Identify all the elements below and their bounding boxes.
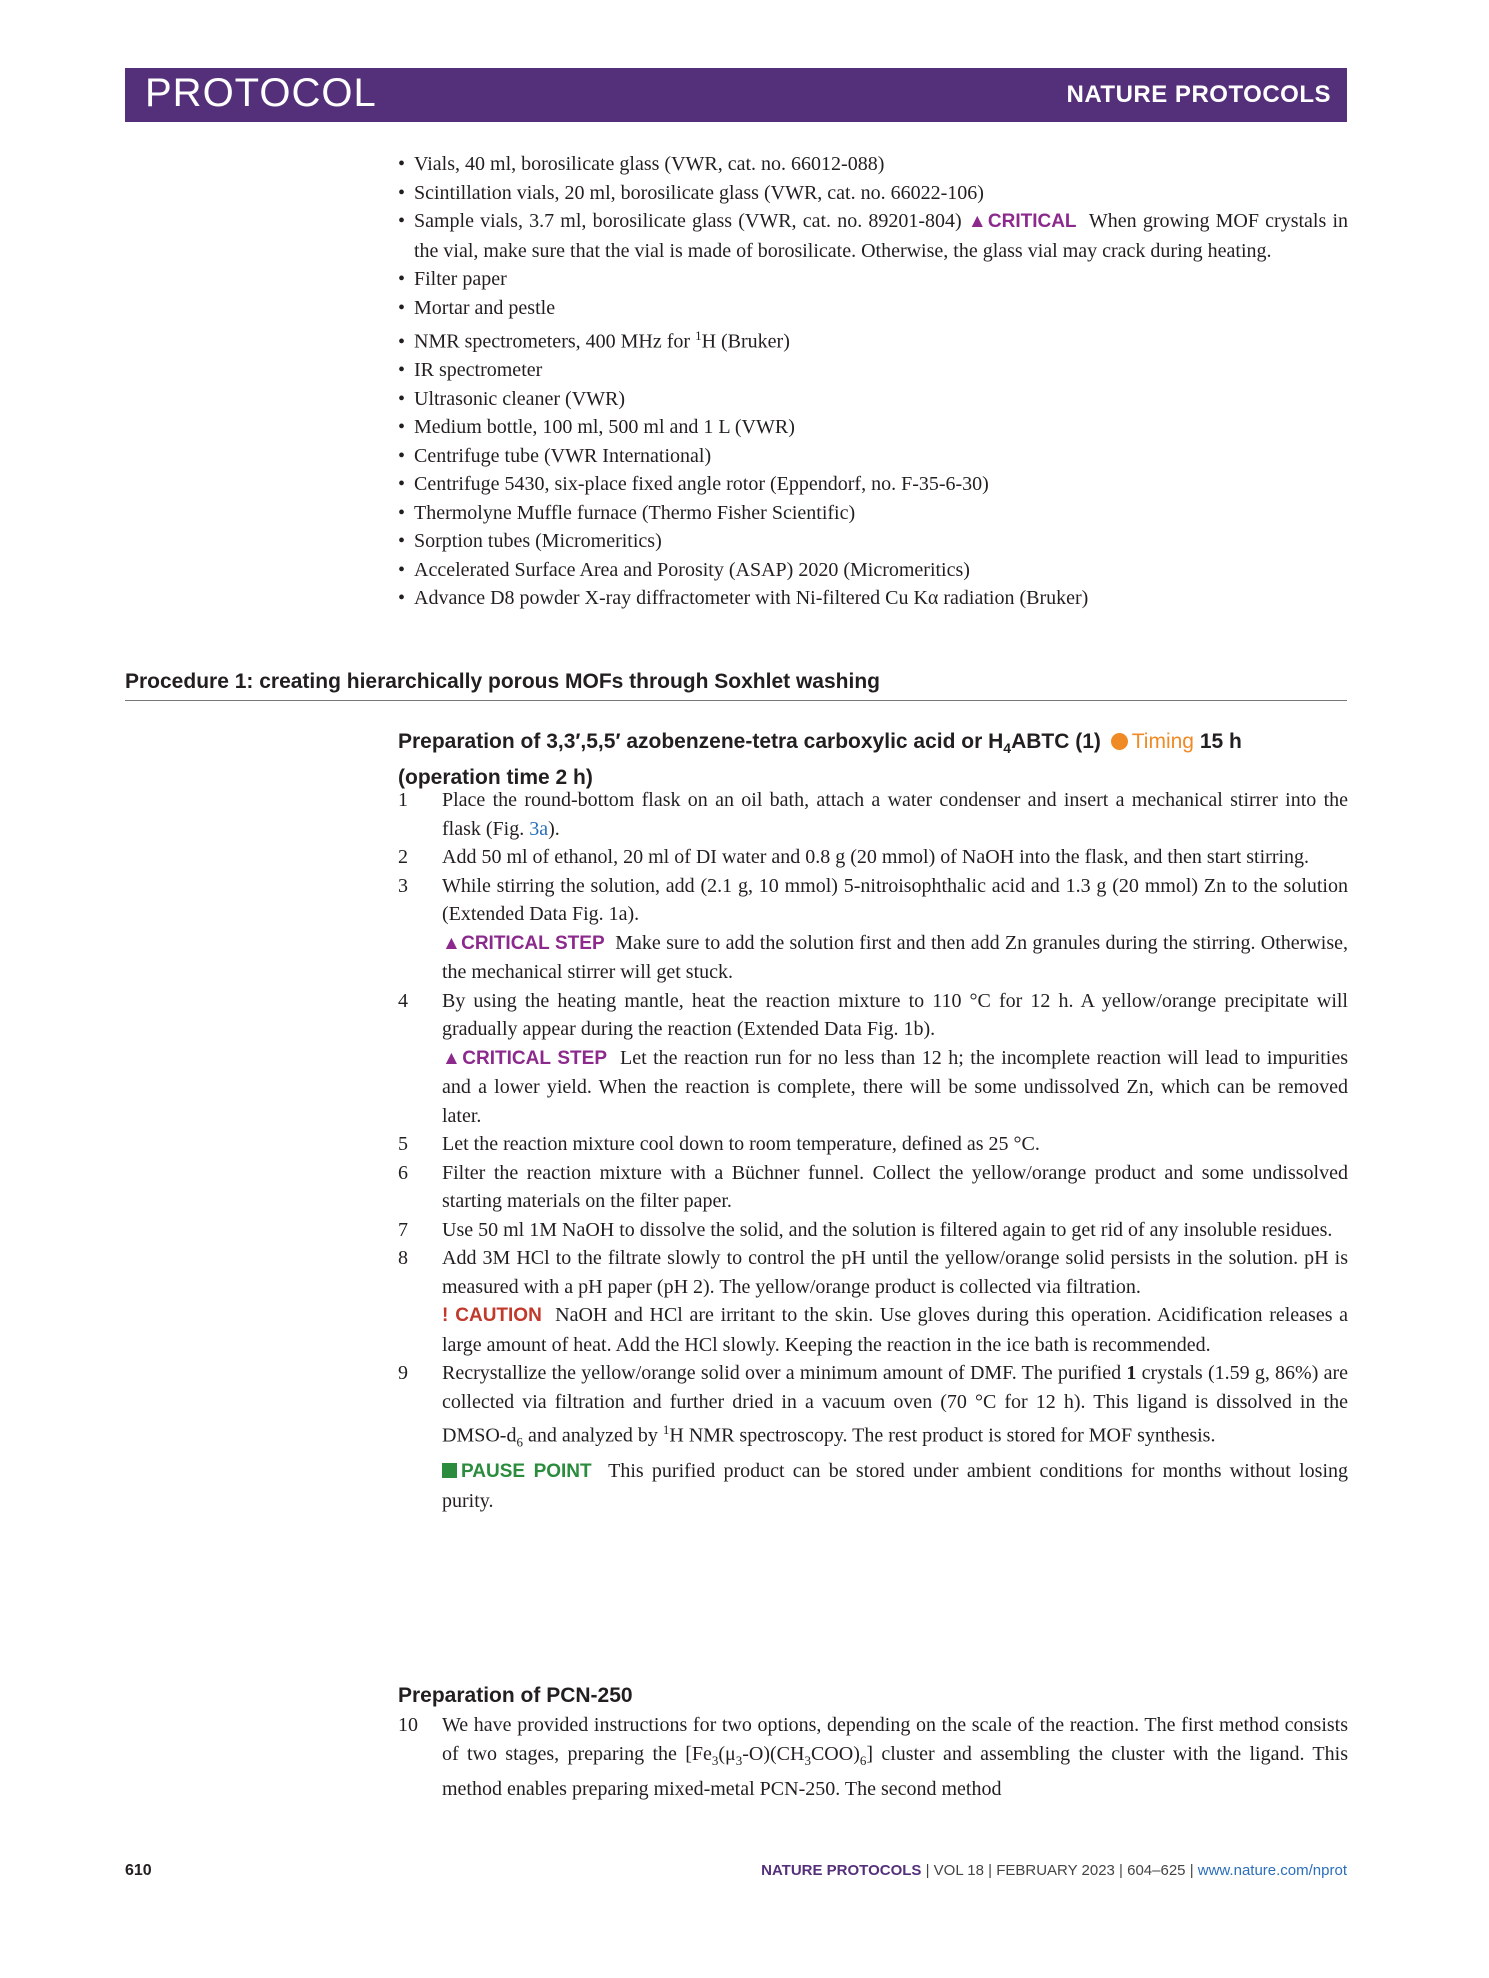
step-text: Let the reaction mixture cool down to room temperature, defined as 25 °C. bbox=[442, 1133, 1040, 1155]
header-journal-name: NATURE PROTOCOLS bbox=[1066, 81, 1331, 108]
section-title-subscript: 4 bbox=[1003, 740, 1012, 757]
critical-label: ▲CRITICAL STEP bbox=[442, 932, 605, 954]
footer-date: FEBRUARY 2023 bbox=[996, 1862, 1115, 1879]
step-item bbox=[398, 872, 1348, 987]
nmr-text: NMR spectrometers, 400 MHz for bbox=[414, 330, 696, 353]
step-number: 9 bbox=[398, 1362, 408, 1384]
procedure-steps bbox=[398, 786, 1348, 1515]
critical-label: ▲CRITICAL bbox=[967, 211, 1077, 232]
section-title-text: Preparation of 3,3′,5,5′ azobenzene-tetra carboxylic acid or H bbox=[398, 730, 1004, 753]
list-item: • Ultrasonic cleaner (VWR) bbox=[398, 385, 1348, 414]
step-number: 6 bbox=[398, 1161, 408, 1184]
list-item: • Medium bottle, 100 ml, 500 ml and 1 L (VWR) bbox=[398, 413, 1348, 442]
list-item: • Accelerated Surface Area and Porosity (ASAP) 2020 (Micromeritics) bbox=[398, 556, 1348, 585]
section-heading: Preparation of PCN-250 bbox=[398, 1684, 633, 1707]
critical-note bbox=[442, 1044, 1348, 1131]
caution-text: NaOH and HCl are irritant to the skin. Use gloves during this operation. Acidification releases a large amount of heat. Add the HCl slowly. Keeping the reaction in the ice bath is recommended. bbox=[442, 1304, 1349, 1356]
subscript: 6 bbox=[516, 1434, 523, 1450]
page-number: 610 bbox=[125, 1862, 152, 1879]
step-item bbox=[398, 1711, 1348, 1804]
list-item: • Centrifuge tube (VWR International) bbox=[398, 442, 1348, 471]
figure-link[interactable]: 3a bbox=[529, 817, 549, 840]
critical-text: When growing MOF crystals in the vial, make sure that the vial is made of borosilicate. Otherwise, the glass vial may crack during heating. bbox=[414, 210, 1349, 262]
nmr-text-end: H (Bruker) bbox=[701, 330, 790, 353]
step-text-cont: and analyzed by bbox=[522, 1424, 663, 1447]
step-number: 2 bbox=[398, 846, 408, 868]
step-text: Add 3M HCl to the filtrate slowly to control the pH until the yellow/orange solid persists in the solution. pH is measured with a pH paper (pH 2). The yellow/orange product is collected via filtration. bbox=[442, 1247, 1348, 1298]
footer-pages: 604–625 bbox=[1127, 1862, 1186, 1879]
pause-note bbox=[442, 1457, 1348, 1515]
step-text: Filter the reaction mixture with a Büchner funnel. Collect the yellow/orange product and some undissolved starting materials on the filter paper. bbox=[442, 1161, 1348, 1212]
step-text-end: ] cluster and assembling the cluster with the ligand. This method enables preparing mixed-metal PCN-250. The second method bbox=[442, 1742, 1348, 1800]
timing-label: Timing bbox=[1131, 730, 1194, 753]
step-number: 1 bbox=[398, 789, 408, 811]
procedure-title: Procedure 1: creating hierarchically porous MOFs through Soxhlet washing bbox=[125, 670, 1347, 701]
caution-label: ! CAUTION bbox=[442, 1305, 542, 1326]
critical-label: ▲CRITICAL STEP bbox=[442, 1047, 607, 1069]
step-number: 3 bbox=[398, 874, 408, 897]
subscript: 3 bbox=[711, 1752, 719, 1768]
list-item bbox=[398, 322, 1348, 356]
step-text: By using the heating mantle, heat the reaction mixture to 110 °C for 12 h. A yellow/orange precipitate will gradually appear during the reaction (Extended Data Fig. 1b). bbox=[442, 989, 1348, 1040]
step-item bbox=[398, 1216, 1348, 1245]
equipment-list bbox=[398, 150, 1348, 613]
step-number: 10 bbox=[398, 1714, 418, 1736]
list-item: • Thermolyne Muffle furnace (Thermo Fisher Scientific) bbox=[398, 499, 1348, 528]
step-text-cont: (μ bbox=[718, 1742, 736, 1765]
list-item-text: Sample vials, 3.7 ml, borosilicate glass (VWR, cat. no. 89201-804) bbox=[414, 210, 962, 232]
footer-citation: NATURE PROTOCOLS | VOL 18 | FEBRUARY 2023 | 604–625 | www.nature.com/nprot bbox=[761, 1862, 1347, 1879]
step-text-end: ). bbox=[548, 817, 560, 840]
nmr-superscript: 1 bbox=[695, 328, 702, 343]
list-item: • IR spectrometer bbox=[398, 356, 1348, 385]
list-item: • Scintillation vials, 20 ml, borosilicate glass (VWR, cat. no. 66022-106) bbox=[398, 179, 1348, 208]
subscript: 6 bbox=[859, 1752, 867, 1768]
footer-url[interactable]: www.nature.com/nprot bbox=[1197, 1862, 1347, 1879]
step-item bbox=[398, 1244, 1348, 1359]
footer-volume: VOL 18 bbox=[933, 1862, 984, 1879]
step-item bbox=[398, 1359, 1348, 1515]
critical-note bbox=[442, 929, 1348, 987]
step-item bbox=[398, 1130, 1348, 1159]
step-item bbox=[398, 1159, 1348, 1216]
timing-value: 15 h (operation time 2 h) bbox=[398, 730, 1242, 790]
compound-number: 1 bbox=[1126, 1362, 1137, 1384]
list-item: • Filter paper bbox=[398, 265, 1348, 294]
pause-icon bbox=[442, 1463, 457, 1478]
step-text-cont: COO) bbox=[810, 1742, 860, 1765]
step-number: 7 bbox=[398, 1218, 408, 1241]
step-text-cont: crystals (1.59 g, 86%) are collected via filtration and further dried in a vacuum oven (70 °C for 12 h). This ligand is dissolved in the DMSO-d bbox=[442, 1362, 1348, 1447]
step-text-end: H NMR spectroscopy. The rest product is stored for MOF synthesis. bbox=[669, 1424, 1216, 1447]
caution-note bbox=[442, 1301, 1348, 1359]
critical-text: Make sure to add the solution first and then add Zn granules during the stirring. Otherwise, the mechanical stirrer will get stuck. bbox=[442, 931, 1348, 983]
step-text: Place the round-bottom flask on an oil bath, attach a water condenser and insert a mechanical stirrer into the flask (Fig. bbox=[442, 789, 1348, 840]
footer-journal: NATURE PROTOCOLS bbox=[761, 1862, 922, 1879]
list-item: • Centrifuge 5430, six-place fixed angle rotor (Eppendorf, no. F-35-6-30) bbox=[398, 470, 1348, 499]
pause-text: This purified product can be stored under ambient conditions for months without losing purity. bbox=[442, 1460, 1348, 1512]
timing-icon bbox=[1111, 733, 1128, 750]
section-heading bbox=[398, 727, 1348, 792]
step-number: 4 bbox=[398, 989, 408, 1012]
step-text: Use 50 ml 1M NaOH to dissolve the solid, and the solution is filtered again to get rid of any insoluble residues. bbox=[442, 1218, 1333, 1241]
subscript: 3 bbox=[735, 1752, 743, 1768]
header-bar bbox=[125, 68, 1347, 122]
list-item: • Vials, 40 ml, borosilicate glass (VWR, cat. no. 66012-088) bbox=[398, 150, 1348, 179]
step-text-cont: -O)(CH bbox=[742, 1742, 805, 1765]
list-item: • Sorption tubes (Micromeritics) bbox=[398, 527, 1348, 556]
subscript: 3 bbox=[804, 1752, 811, 1768]
pause-label: PAUSE POINT bbox=[461, 1461, 592, 1483]
critical-text: Let the reaction run for no less than 12 h; the incomplete reaction will lead to impurities and a lower yield. When the reaction is complete, there will be some undissolved Zn, which can be removed later. bbox=[442, 1046, 1348, 1127]
header-section-label: PROTOCOL bbox=[145, 71, 377, 115]
step-text: Recrystallize the yellow/orange solid over a minimum amount of DMF. The purified bbox=[442, 1362, 1127, 1384]
step-text: We have provided instructions for two options, depending on the scale of the reaction. The first method consists of two stages, preparing the [Fe bbox=[442, 1714, 1348, 1765]
list-item: • Advance D8 powder X-ray diffractometer with Ni-filtered Cu Kα radiation (Bruker) bbox=[398, 584, 1348, 613]
step-item bbox=[398, 843, 1348, 872]
step-item bbox=[398, 987, 1348, 1131]
step-text: Add 50 ml of ethanol, 20 ml of DI water and 0.8 g (20 mmol) of NaOH into the flask, and then start stirring. bbox=[442, 846, 1310, 868]
section-title-text-end: ABTC (1) bbox=[1011, 730, 1101, 753]
list-item: • Mortar and pestle bbox=[398, 294, 1348, 323]
step-item bbox=[398, 786, 1348, 843]
superscript: 1 bbox=[662, 1422, 670, 1437]
step-number: 5 bbox=[398, 1133, 408, 1155]
step-text: While stirring the solution, add (2.1 g, 10 mmol) 5-nitroisophthalic acid and 1.3 g (20 mmol) Zn to the solution (Extended Data Fig. 1a). bbox=[442, 874, 1348, 925]
procedure-steps-2 bbox=[398, 1711, 1348, 1804]
step-number: 8 bbox=[398, 1247, 408, 1269]
list-item bbox=[398, 207, 1348, 265]
